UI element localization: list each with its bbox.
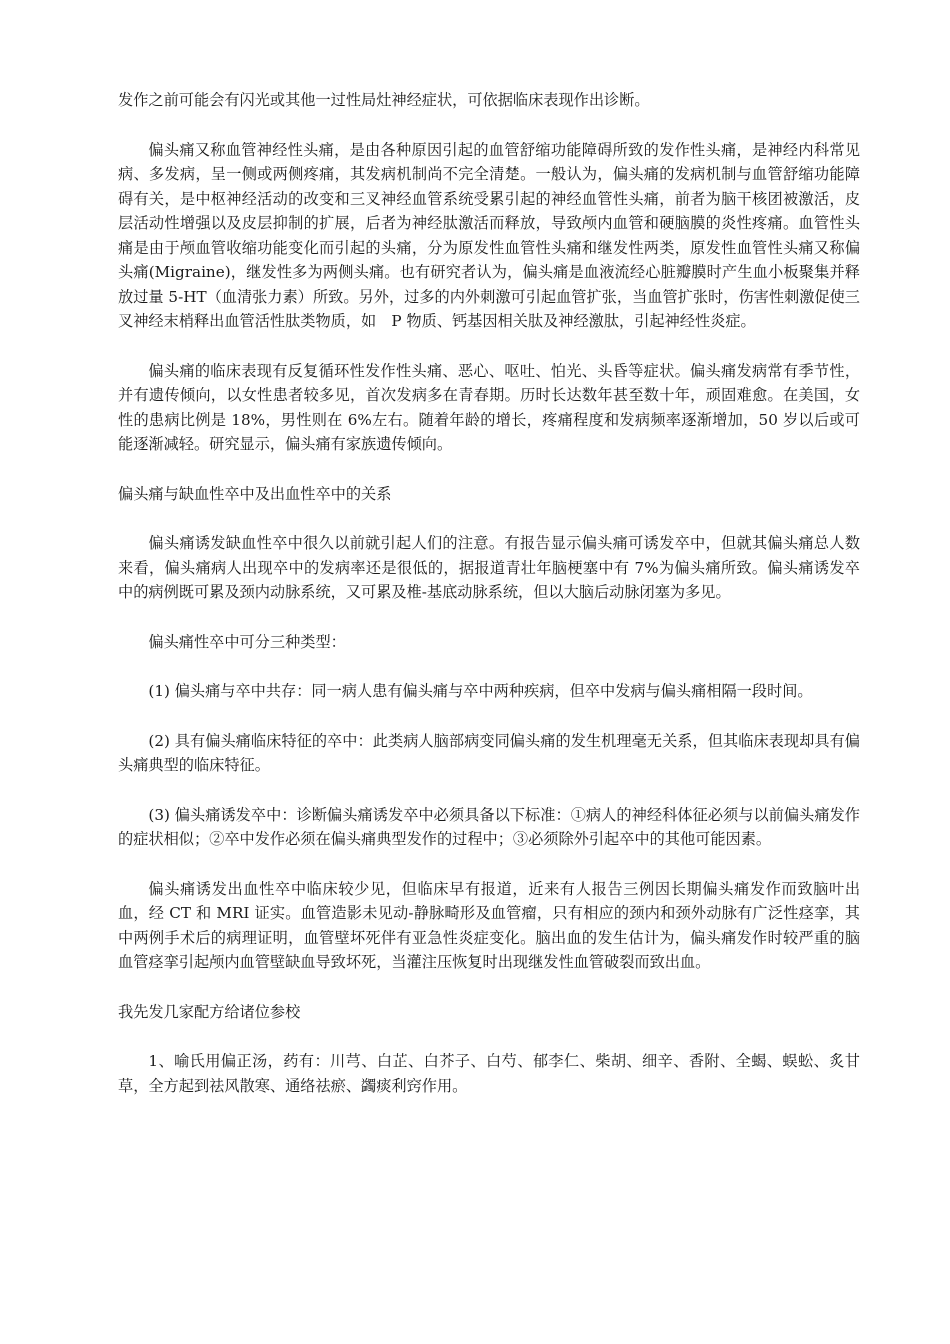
section-heading-stroke-relation: 偏头痛与缺血性卒中及出血性卒中的关系 — [118, 484, 392, 503]
paragraph-hemorrhagic-stroke: 偏头痛诱发出血性卒中临床较少见，但临床早有报道，近来有人报告三例因长期偏头痛发作而致脑叶出血，经 CT 和 MRI 证实。血管造影未见动-静脉畸形及血管瘤，只有相应的颈内和颈外动脉有广泛性痉挛，其中两例手术后的病理证明，血管壁坏死伴有亚急性炎症变化。脑出血的发生估计为，偏头痛发作时较严重的脑血管痉挛引起颅内血管壁缺血导致坏死，当灌注压恢复时出现继发性血管破裂而致出血。 — [118, 879, 860, 971]
paragraph-stroke-types-intro: 偏头痛性卒中可分三种类型： — [148, 632, 346, 651]
list-item-type-3: (3) 偏头痛诱发卒中：诊断偏头痛诱发卒中必须具备以下标准：①病人的神经科体征必须与以前偏头痛发作的症状相似；②卒中发作必须在偏头痛典型发作的过程中；③必须除外引起卒中的其他可能因素。 — [118, 805, 860, 848]
paragraph-prescription-1: 1、喻氏用偏正汤，药有：川芎、白芷、白芥子、白芍、郁李仁、柴胡、细辛、香附、全蝎、蜈蚣、炙甘草，全方起到祛风散寒、通络祛瘀、蠲痰利窍作用。 — [118, 1052, 860, 1095]
paragraph-migraine-definition: 偏头痛又称血管神经性头痛，是由各种原因引起的血管舒缩功能障碍所致的发作性头痛，是神经内科常见病、多发病，呈一侧或两侧疼痛，其发病机制尚不完全清楚。一般认为，偏头痛的发病机制与血管舒缩功能障碍有关，是中枢神经活动的改变和三叉神经血管系统受累引起的神经血管性头痛，前者为脑干核团被激活，皮层活动性增强以及皮层抑制的扩展，后者为神经肽激活而释放，导致颅内血管和硬脑膜的炎性疼痛。血管性头痛是由于颅血管收缩功能变化而引起的头痛，分为原发性血管性头痛和继发性两类，原发性血管性头痛又称偏头痛(Migraine)，继发性多为两侧头痛。也有研究者认为，偏头痛是血液流经心脏瓣膜时产生血小板聚集并释放过量 5-HT（血清张力素）所致。另外，过多的内外刺激可引起血管扩张，当血管扩张时，伤害性刺激促使三叉神经末梢释出血管活性肽类物质，如 P 物质、钙基因相关肽及神经激肽，引起神经性炎症。 — [118, 140, 860, 330]
list-item-type-1: (1) 偏头痛与卒中共存：同一病人患有偏头痛与卒中两种疾病，但卒中发病与偏头痛相隔一段时间。 — [148, 682, 813, 700]
paragraph-clinical-symptoms: 偏头痛的临床表现有反复循环性发作性头痛、恶心、呕吐、怕光、头昏等症状。偏头痛发病常有季节性，并有遗传倾向，以女性患者较多见，首次发病多在青春期。历时长达数年甚至数十年，顽固难愈。在美国，女性的患病比例是 18%，男性则在 6%左右。随着年龄的增长，疼痛程度和发病频率逐渐增加，50 岁以后或可能逐渐减轻。研究显示，偏头痛有家族遗传倾向。 — [118, 361, 860, 453]
paragraph-continuation: 发作之前可能会有闪光或其他一过性局灶神经症状，可依据临床表现作出诊断。 — [118, 91, 650, 109]
section-heading-prescriptions: 我先发几家配方给诸位参校 — [118, 1002, 301, 1021]
paragraph-ischemic-stroke: 偏头痛诱发缺血性卒中很久以前就引起人们的注意。有报告显示偏头痛可诱发卒中，但就其偏头痛总人数来看，偏头痛病人出现卒中的发病率还是很低的，据报道青壮年脑梗塞中有 7%为偏头痛所致。偏头痛诱发卒中的病例既可累及颈内动脉系统，又可累及椎-基底动脉系统，但以大脑后动脉闭塞为多见。 — [118, 534, 860, 601]
document-page — [118, 88, 860, 1123]
list-item-type-2: (2) 具有偏头痛临床特征的卒中：此类病人脑部病变同偏头痛的发生机理毫无关系，但其临床表现却具有偏头痛典型的临床特征。 — [118, 731, 860, 774]
